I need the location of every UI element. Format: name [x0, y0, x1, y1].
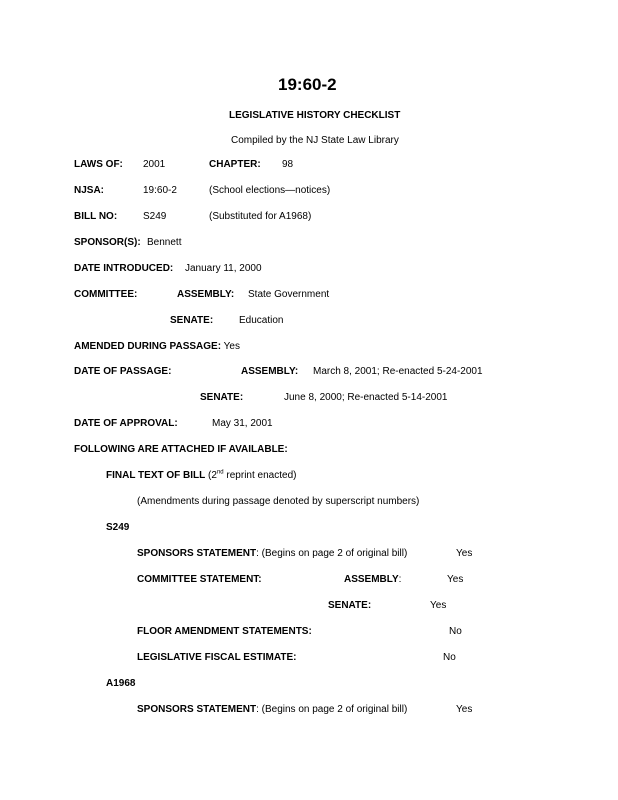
a1968-sponsors-note: : (Begins on page 2 of original bill) [256, 704, 408, 715]
sponsors-value: Bennett [147, 237, 182, 248]
laws-of-value: 2001 [143, 159, 166, 170]
passage-senate-label: SENATE: [200, 392, 244, 403]
s249-committee-assembly-label: ASSEMBLY [344, 574, 399, 585]
laws-of-label: LAWS OF: [74, 159, 123, 170]
passage-assembly-label: ASSEMBLY: [241, 366, 299, 377]
s249-committee-assembly-colon: : [398, 574, 402, 585]
s249-sponsors-note: : (Begins on page 2 of original bill) [256, 548, 408, 559]
s249-committee-senate-value: Yes [430, 600, 447, 611]
committee-assembly-value: State Government [248, 289, 330, 300]
chapter-value: 98 [282, 159, 294, 170]
date-of-approval-label: DATE OF APPROVAL: [74, 418, 178, 429]
date-introduced-value: January 11, 2000 [185, 263, 262, 274]
bill-no-value: S249 [143, 211, 167, 222]
final-text-note-post: reprint enacted) [223, 470, 297, 481]
s249-sponsors-value: Yes [456, 548, 473, 559]
committee-label: COMMITTEE: [74, 289, 138, 300]
njsa-value: 19:60-2 [143, 185, 177, 196]
final-text-row [106, 471, 296, 481]
final-text-note-sup: nd [216, 469, 224, 476]
njsa-note: (School elections—notices) [209, 185, 331, 196]
date-of-approval-value: May 31, 2001 [212, 418, 273, 429]
compiled-by: Compiled by the NJ State Law Library [231, 135, 399, 146]
a1968-sponsors-row [137, 705, 407, 715]
committee-assembly-label: ASSEMBLY: [177, 289, 235, 300]
s249-committee-senate-label: SENATE: [328, 600, 372, 611]
s249-floor-value: No [449, 626, 462, 637]
amended-value: Yes [223, 341, 240, 352]
final-text-label: FINAL TEXT OF BILL [106, 470, 206, 481]
a1968-sponsors-value: Yes [456, 704, 473, 715]
committee-senate-value: Education [239, 315, 284, 326]
amendments-note: (Amendments during passage denoted by superscript numbers) [137, 496, 420, 507]
s249-committee-label: COMMITTEE STATEMENT: [137, 574, 262, 585]
date-of-passage-label: DATE OF PASSAGE: [74, 366, 172, 377]
page-title: 19:60-2 [278, 75, 337, 94]
s249-committee-assembly [344, 575, 401, 585]
passage-senate-value: June 8, 2000; Re-enacted 5-14-2001 [284, 392, 448, 403]
date-introduced-label: DATE INTRODUCED: [74, 263, 174, 274]
committee-senate-label: SENATE: [170, 315, 214, 326]
s249-fiscal-label: LEGISLATIVE FISCAL ESTIMATE: [137, 652, 297, 663]
sponsors-label: SPONSOR(S): [74, 237, 141, 248]
s249-heading: S249 [106, 522, 130, 533]
bill-no-label: BILL NO: [74, 211, 118, 222]
bill-no-note: (Substituted for A1968) [209, 211, 312, 222]
s249-sponsors-row [137, 549, 407, 559]
njsa-label: NJSA: [74, 185, 105, 196]
page-subtitle: LEGISLATIVE HISTORY CHECKLIST [229, 110, 401, 121]
s249-committee-assembly-value: Yes [447, 574, 464, 585]
a1968-sponsors-label: SPONSORS STATEMENT [137, 704, 257, 715]
s249-sponsors-label: SPONSORS STATEMENT [137, 548, 257, 559]
final-text-note-pre: (2 [208, 470, 217, 481]
attached-heading: FOLLOWING ARE ATTACHED IF AVAILABLE: [74, 444, 288, 455]
chapter-label: CHAPTER: [209, 159, 261, 170]
a1968-heading: A1968 [106, 678, 136, 689]
passage-assembly-value: March 8, 2001; Re-enacted 5-24-2001 [313, 366, 483, 377]
amended-row [74, 342, 240, 352]
s249-floor-label: FLOOR AMENDMENT STATEMENTS: [137, 626, 312, 637]
s249-fiscal-value: No [443, 652, 456, 663]
amended-label: AMENDED DURING PASSAGE: [74, 341, 222, 352]
